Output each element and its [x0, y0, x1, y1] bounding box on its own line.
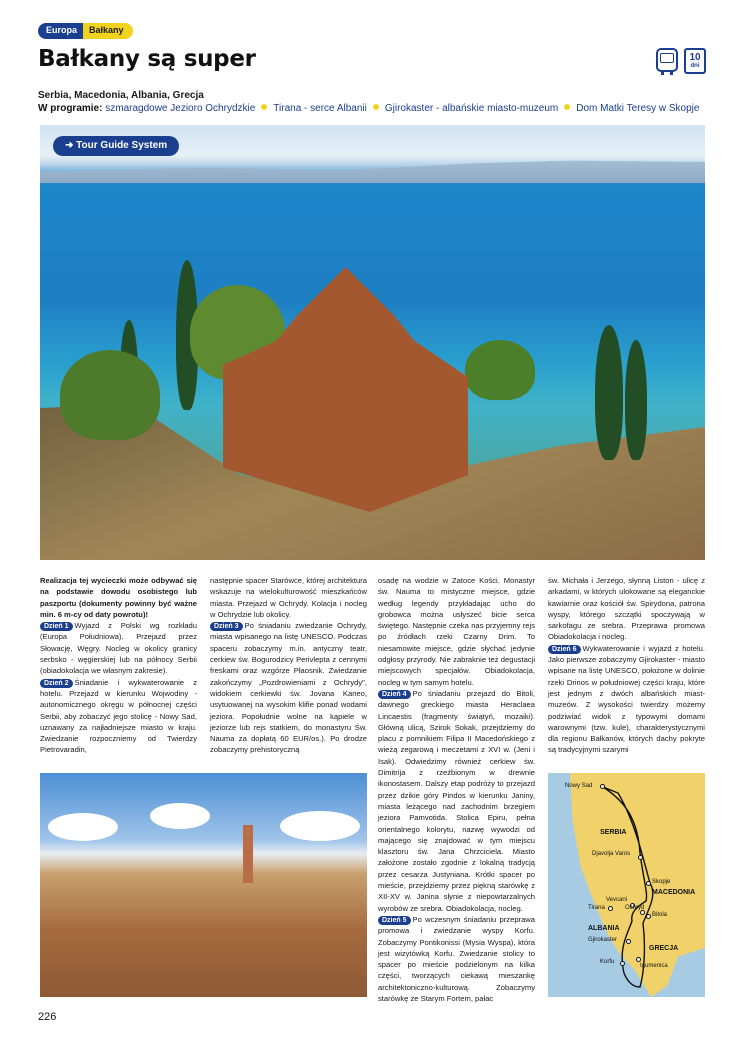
- programme-item: Tirana - serce Albanii: [273, 103, 367, 114]
- city-label: Djavolja Varos: [592, 851, 631, 857]
- city-label: Tirana: [588, 905, 605, 911]
- route-map: [548, 773, 705, 997]
- city-pin: [646, 914, 651, 919]
- day-badge: Dzień 3: [210, 622, 243, 631]
- bus-icon: [656, 48, 678, 72]
- country-label: MACEDONIA: [652, 889, 696, 896]
- day-paragraph: [378, 914, 535, 1004]
- cloud: [48, 813, 118, 841]
- bullet-dot: [261, 104, 267, 110]
- text-column-1: [40, 575, 197, 756]
- tag-region: Europa: [38, 23, 83, 39]
- category-tags: [38, 23, 133, 39]
- text-column-4: [548, 575, 705, 756]
- country-label: GRECJA: [649, 945, 679, 952]
- day-text: Po śniadaniu przejazd do Bitoli, dawnego greckiego miasta Heraclaea Lincaestis (fragmenty świątyń, mozaiki). Główną ulicą, Szirok Sokak, przejdziemy do placu z pomnikiem Filipa II Macedońskiego z wieżą zegarową i meczetami z XVI w. (Jeni i Isak). Odwiedzimy również cerkiew św. Dimitrija z rzeźbionym w drewnie ikonostasem. Dalszy etap podróży to przejazd przez dzikie góry Pindos w kierunku Janiny, miasta leżącego nad zachodnim brzegiem jeziora Pamvotida. Stolica Epiru, pełna orientalnego kolorytu, nazwę wywodzi od mającego się znajdować w tym miejscu klasztoru św. Jana Chrzciciela. Miasto założone zostało zgodnie z lokalną tradycją przez cesarza Justyniana. Krótki spacer po mieście, przejdziemy przez piękną starówkę z XII-XV w. Janina słynie z niepowtarzalnych wyrobów ze srebra. Obiadokolacja, nocleg.: [378, 688, 535, 913]
- tree: [465, 340, 535, 400]
- programme-item: szmaragdowe Jezioro Ochrydzkie: [105, 103, 256, 114]
- city-label: Nowy Sad: [565, 783, 593, 789]
- day-text: Wykwaterowanie i wyjazd z hotelu. Jako pierwsze zobaczymy Gjirokaster - miasto wpisane na listę UNESCO, położone w dolinie rzeki Drinos w południowej części kraju, które jest jednym z dwóch albańskich miast-muzeów. Z wysokości twierdzy możemy podziwiać widok z typowymi domami warownymi (tzw. kule), charakterystycznymi dla regionu Bałkanów, których dachy pokryte są tradycyjnymi szarymi: [548, 643, 705, 755]
- programme-item: Gjirokaster - albańskie miasto-muzeum: [384, 103, 559, 114]
- calendar-days-icon: [684, 48, 706, 74]
- paragraph: św. Michała i Jerzego, słynną Liston - ulicę z arkadami, w których ulokowane są eleganckie kawiarnie oraz kościół św. Spirydona, patrona wyspy, którego szczątki spoczywają w sarkofagu ze srebra. Przeprawa promowa Obiadokolacja i nocleg.: [548, 576, 705, 642]
- day-badge: Dzień 5: [378, 916, 411, 925]
- page-title: Bałkany są super: [38, 46, 256, 72]
- city-pin: [638, 855, 643, 860]
- day-paragraph: [548, 643, 705, 756]
- paragraph: następnie spacer Starówce, której architektura wskazuje na wielokulturowość mieszkańców miasta. Przejazd w Ochrydy. Kolacja i nocleg w Ochrydzie lub okolicy.: [210, 576, 367, 619]
- programme-line: [38, 103, 699, 114]
- day-text: Po wczesnym śniadaniu przeprawa promowa i zwiedzanie wyspy Korfu. Zobaczymy Pontikonissi (Mysia Wyspa), która jest wizytówką Korfu. Zwiedzanie stolicy to spacer po mieście podzielonym na kilka części, tworzących ciekawą mieszankę architektoniczno-kulturową. Zobaczymy starówkę ze Starym Fortem, pałac: [378, 914, 535, 1003]
- programme-label: W programie:: [38, 103, 103, 114]
- days-label: dni: [690, 63, 700, 69]
- country-label: ALBANIA: [588, 925, 620, 932]
- cypress-tree: [595, 325, 623, 460]
- bell-tower: [243, 825, 253, 883]
- day-paragraph: [210, 620, 367, 756]
- city-label: Skopje: [652, 879, 671, 885]
- city-label: Vevcani: [606, 897, 628, 903]
- countries-line: Serbia, Macedonia, Albania, Grecja: [38, 90, 204, 101]
- city-pin: [600, 784, 605, 789]
- day-text: Śniadanie i wykwaterowanie z hotelu. Przejazd w kierunku Wojwodiny - autonomicznego okręgu w północnej części Serbii, aby zobaczyć jego stolicę - Nowy Sad, uznawany za najładniejsze miasto w kraju. Zwiedzanie rozpoczniemy od Twierdzy Pietrovaradin,: [40, 677, 197, 755]
- day-text: Wyjazd z Polski wg rozkładu (Europa Południowa). Przejazd przez Słowację, Węgry. Nocleg w okolicy granicy serbsko - węgierskiej lub na północy Serbii (obiadokolacja we własnym zakresie).: [40, 621, 197, 676]
- hero-photo-ohrid-church: [40, 125, 705, 560]
- tag-subregion: Bałkany: [83, 23, 133, 39]
- city-label: Ochryd: [625, 905, 645, 911]
- cypress-tree: [625, 340, 647, 460]
- day-badge: Dzień 4: [378, 690, 411, 699]
- city-pin: [636, 957, 641, 962]
- cloud: [280, 811, 360, 841]
- city-label: Gjirokaster: [588, 937, 618, 943]
- mountain-range: [40, 155, 705, 183]
- day-paragraph: [40, 677, 197, 756]
- tour-guide-system-badge: ➜ Tour Guide System: [53, 136, 179, 156]
- route-line: [548, 773, 705, 997]
- day-paragraph: [40, 620, 197, 676]
- country-label: SERBIA: [600, 829, 627, 836]
- tree: [60, 350, 160, 440]
- paragraph: osadę na wodzie w Zatoce Kości. Monastyr św. Nauma to mistyczne miejsce, gdzie według legendy przykładając ucho do grobowca można usłyszeć bicie serca świętego. Następnie czeka nas przyjemny rejs po źródłach rzeki Czarny Drim. To niesamowite miejsce, gdzie słychać jedynie odgłosy przyrody. Nie zabraknie też degustacji miejscowych specjałów. Obiadokolacja, nocleg w tym samym hotelu.: [378, 576, 535, 687]
- cloud: [150, 803, 210, 829]
- days-number: 10: [689, 52, 701, 63]
- city-pin: [626, 939, 631, 944]
- text-column-2: [210, 575, 367, 756]
- day-badge: Dzień 6: [548, 645, 581, 654]
- day-badge: Dzień 2: [40, 679, 73, 688]
- day-badge: Dzień 1: [40, 622, 73, 631]
- text-column-3: [378, 575, 535, 1004]
- photo-corfu-old-town: [40, 773, 367, 997]
- passport-note: Realizacja tej wycieczki może odbywać się na podstawie dowodu osobistego lub paszportu (dokumenty powinny być ważne min. 6 m-cy od daty powrotu)!: [40, 576, 197, 619]
- day-paragraph: [378, 688, 535, 914]
- city-pin: [608, 906, 613, 911]
- city-label: Korfu: [600, 959, 615, 965]
- bullet-dot: [373, 104, 379, 110]
- city-pin: [646, 881, 651, 886]
- page-number: 226: [38, 1011, 57, 1023]
- day-text: Po śniadaniu zwiedzanie Ochrydy, miasta wpisanego na listę UNESCO. Podczas spaceru zobaczymy m.in. antyczny teatr, cerkiew św. Bogurodzicy Perivlepta z cennymi freskami oraz wzgórze Płaosnik. Zwiedzanie zakończymy „Pozdrowieniami z Ochrydy", widokiem cerkiewki św. Jovana Kaneo, usytuowanej na wysokim klifie ponad wodami jeziora. Popołudnie wolne na kąpiele w jeziorze lub rejs statkiem, do monastyru Św. Nauma za dopłatą 60 EUR/os.). Po drodze zobaczymy prehistoryczną: [210, 621, 367, 755]
- city-label: Igumenica: [640, 963, 668, 969]
- city-pin: [620, 961, 625, 966]
- programme-item: Dom Matki Teresy w Skopje: [576, 103, 700, 114]
- city-label: Bitola: [652, 912, 668, 918]
- bullet-dot: [564, 104, 570, 110]
